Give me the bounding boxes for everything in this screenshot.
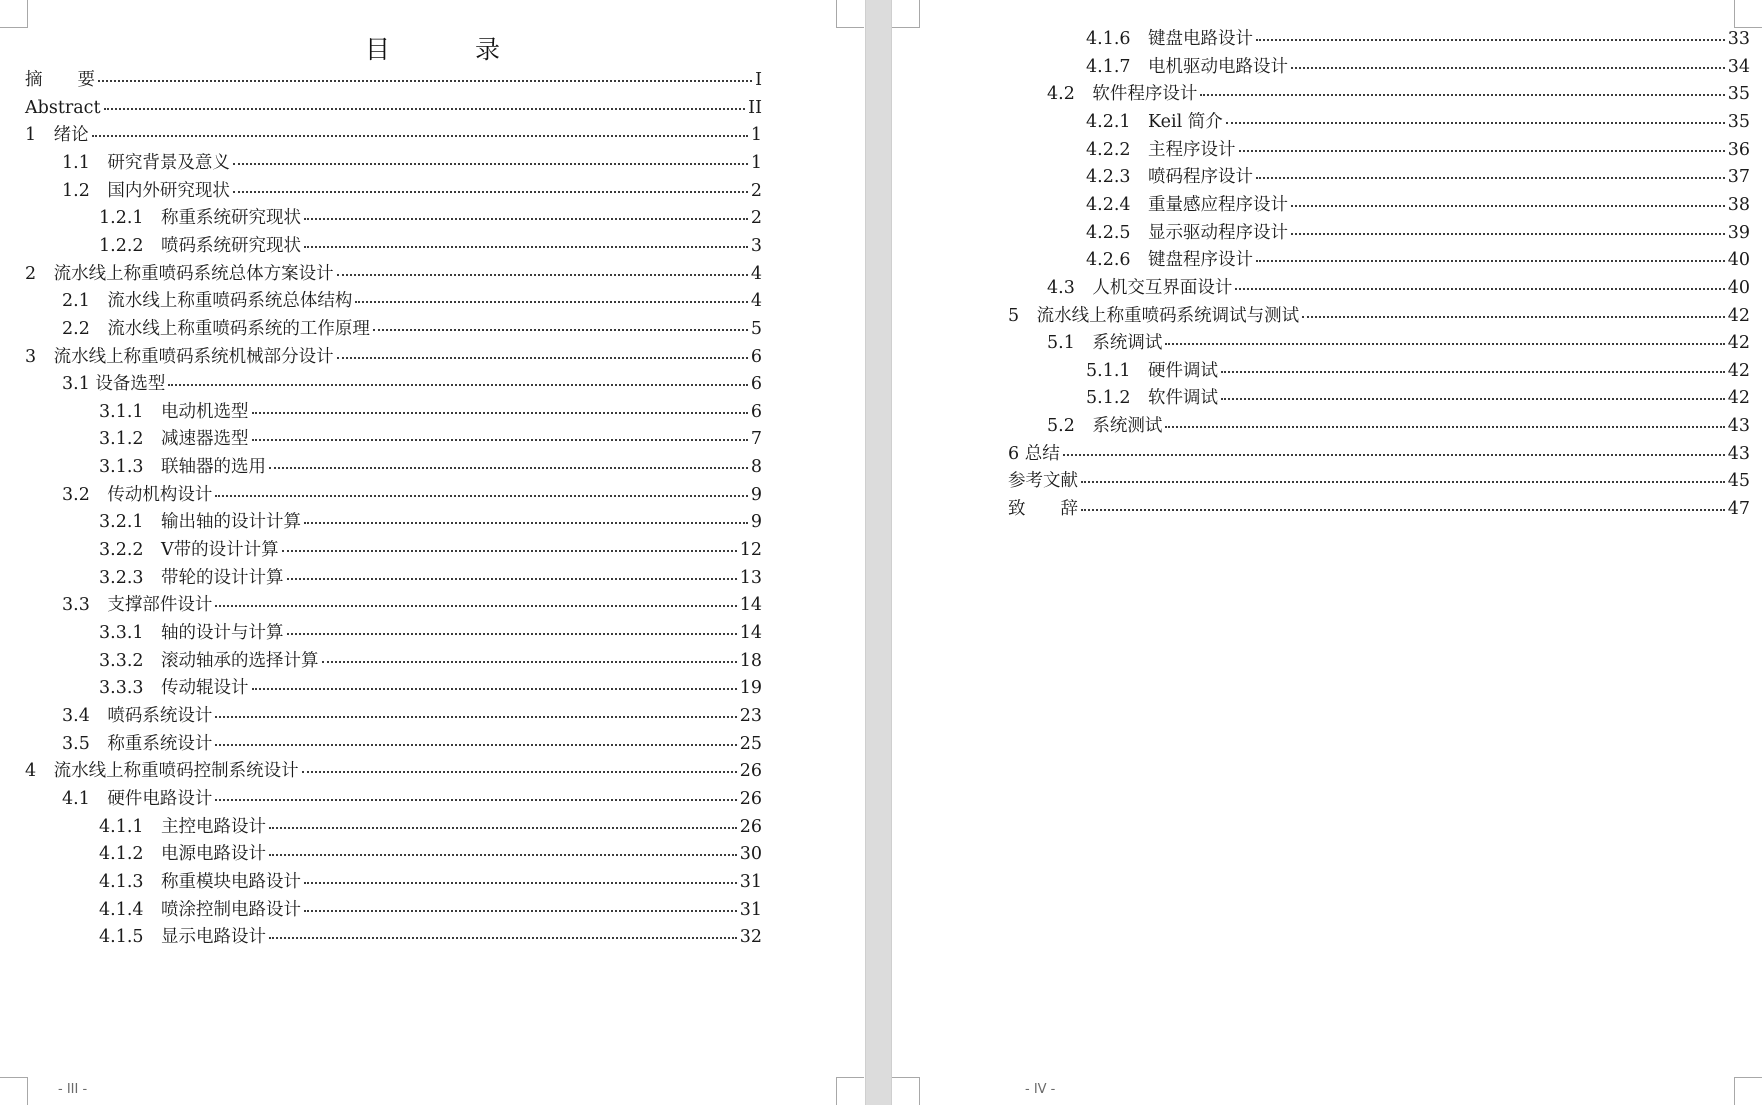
- corner-mark: [0, 1077, 28, 1105]
- toc-entry-page-number: 7: [750, 429, 762, 450]
- toc-entry[interactable]: [62, 290, 762, 312]
- toc-entry-page-number: 9: [750, 484, 762, 505]
- corner-mark: [836, 0, 864, 28]
- toc-entry-page-number: 42: [1727, 360, 1750, 381]
- toc-entry-label: 4.1.6 键盘电路设计: [1086, 29, 1254, 49]
- dot-leader: [168, 384, 747, 386]
- page-gap: [865, 0, 892, 1105]
- dot-leader: [322, 661, 737, 663]
- toc-entry-page-number: 42: [1727, 305, 1750, 326]
- toc-entry-page-number: 42: [1727, 388, 1750, 409]
- dot-leader: [98, 80, 752, 82]
- toc-entry-page-number: 12: [739, 540, 762, 561]
- toc-entry[interactable]: [62, 152, 762, 174]
- toc-entry-label: 5.2 系统测试: [1047, 416, 1163, 437]
- toc-entry-label: 4.2.6 键盘程序设计: [1086, 250, 1254, 271]
- toc-entry[interactable]: [1086, 360, 1750, 382]
- toc-entry[interactable]: [99, 816, 762, 838]
- toc-entry[interactable]: [99, 871, 762, 893]
- toc-entry[interactable]: [1086, 387, 1750, 409]
- toc-entry[interactable]: [99, 843, 762, 865]
- dot-leader: [304, 522, 748, 524]
- dot-leader: [252, 439, 748, 441]
- toc-entry-page-number: 31: [739, 871, 762, 892]
- dot-leader: [302, 771, 737, 773]
- dot-leader: [1291, 67, 1725, 69]
- toc-entry-page-number: 36: [1727, 139, 1750, 160]
- toc-entry-label: 3 流水线上称重喷码系统机械部分设计: [25, 346, 334, 367]
- toc-entry-label: 摘 要: [25, 70, 95, 90]
- dot-leader: [1256, 260, 1725, 262]
- toc-entry-page-number: 35: [1727, 84, 1750, 105]
- toc-entry-page-number: 2: [750, 208, 762, 229]
- corner-mark: [1734, 0, 1762, 28]
- toc-entry-page-number: 5: [750, 318, 762, 339]
- toc-entry-page-number: 6: [750, 346, 762, 367]
- toc-entry-label: 4.1.7 电机驱动电路设计: [1086, 56, 1289, 77]
- toc-entry-label: 1.1 研究背景及意义: [62, 152, 230, 173]
- toc-entry[interactable]: [1008, 470, 1750, 492]
- toc-entry-label: 4.2.3 喷码程序设计: [1086, 167, 1254, 188]
- dot-leader: [304, 218, 748, 220]
- toc-entry-page-number: 39: [1727, 222, 1750, 243]
- toc-entry-page-number: 14: [739, 623, 762, 643]
- toc-entry-label: 1.2.2 喷码系统研究现状: [99, 235, 302, 256]
- toc-entry-label: 2.1 流水线上称重喷码系统总体结构: [62, 291, 353, 312]
- toc-entry-label: 3.2.1 输出轴的设计计算: [99, 512, 302, 533]
- toc-entry[interactable]: [99, 899, 762, 921]
- toc-entry-label: 4.1.5 显示电路设计: [99, 927, 267, 948]
- dot-leader: [304, 246, 748, 248]
- toc-entry-label: 3.3.3 传动辊设计: [99, 678, 249, 699]
- toc-entry-label: 4.2.2 主程序设计: [1086, 139, 1236, 160]
- dot-leader: [287, 633, 737, 635]
- toc-entry[interactable]: [25, 124, 762, 146]
- dot-leader: [1291, 205, 1725, 207]
- toc-entry-page-number: 33: [1727, 29, 1750, 49]
- toc-title: 目 录: [364, 35, 530, 64]
- toc-entry[interactable]: [99, 539, 762, 561]
- dot-leader: [373, 329, 748, 331]
- toc-entry-page-number: 14: [739, 595, 762, 616]
- toc-entry[interactable]: [99, 567, 762, 589]
- toc-entry[interactable]: [62, 733, 762, 755]
- toc-entry[interactable]: [1086, 166, 1750, 188]
- dot-leader: [1235, 288, 1724, 290]
- corner-mark: [0, 0, 28, 28]
- toc-entry-page-number: 38: [1727, 194, 1750, 215]
- toc-entry-label: 4.1.1 主控电路设计: [99, 816, 267, 837]
- corner-mark: [892, 0, 920, 28]
- toc-entry-page-number: 2: [750, 180, 762, 201]
- toc-entry[interactable]: [99, 428, 762, 450]
- toc-entry[interactable]: [1086, 249, 1750, 271]
- toc-entry-label: 3.1 设备选型: [62, 374, 166, 395]
- toc-entry-label: 3.3 支撑部件设计: [62, 595, 213, 616]
- dot-leader: [1256, 177, 1725, 179]
- toc-entry-page-number: II: [748, 97, 762, 118]
- toc-entry[interactable]: [25, 263, 762, 285]
- toc-entry-label: Abstract: [25, 97, 101, 118]
- toc-entry-page-number: 31: [739, 899, 762, 920]
- toc-entry-page-number: 47: [1727, 499, 1750, 520]
- dot-leader: [104, 108, 746, 110]
- toc-entry[interactable]: [25, 346, 762, 368]
- dot-leader: [269, 937, 737, 939]
- toc-entry-label: 4.2.5 显示驱动程序设计: [1086, 222, 1289, 243]
- toc-entry[interactable]: [1086, 56, 1750, 78]
- toc-entry[interactable]: [62, 788, 762, 810]
- toc-entry-label: 4.1 硬件电路设计: [62, 788, 213, 809]
- toc-entry-page-number: 18: [739, 650, 762, 671]
- toc-entry[interactable]: [62, 705, 762, 727]
- toc-entry-page-number: I: [755, 70, 762, 90]
- toc-entry-page-number: 25: [739, 733, 762, 754]
- toc-entry[interactable]: [99, 622, 762, 644]
- dot-leader: [1221, 398, 1725, 400]
- toc-entry-label: 4.2.1 Keil 简介: [1086, 111, 1223, 132]
- toc-entry[interactable]: [62, 594, 762, 616]
- toc-entry[interactable]: [99, 926, 762, 948]
- toc-entry-page-number: 34: [1727, 56, 1750, 77]
- toc-entry-label: 4.2 软件程序设计: [1047, 84, 1198, 105]
- toc-entry[interactable]: [99, 456, 762, 478]
- toc-entry[interactable]: [1086, 139, 1750, 161]
- toc-entry[interactable]: [1047, 277, 1750, 299]
- page-footer-number: - IV -: [1025, 1082, 1056, 1097]
- toc-entry[interactable]: [25, 69, 762, 91]
- toc-entry-page-number: 19: [739, 678, 762, 699]
- dot-leader: [1226, 122, 1725, 124]
- toc-entry-page-number: 30: [739, 844, 762, 865]
- toc-entry-page-number: 26: [739, 761, 762, 782]
- toc-entry-label: 1 绪论: [25, 125, 89, 146]
- toc-entry-page-number: 9: [750, 512, 762, 533]
- page-iv: [892, 0, 1762, 1105]
- dot-leader: [215, 716, 736, 718]
- corner-mark: [892, 1077, 920, 1105]
- dot-leader: [282, 550, 737, 552]
- toc-entry-page-number: 4: [750, 263, 762, 284]
- toc-entry[interactable]: [1047, 415, 1750, 437]
- toc-entry-label: 3.2.3 带轮的设计计算: [99, 567, 284, 588]
- toc-entry[interactable]: [1086, 111, 1750, 133]
- toc-entry[interactable]: [25, 760, 762, 782]
- toc-entry-page-number: 26: [739, 788, 762, 809]
- corner-mark: [836, 1077, 864, 1105]
- toc-entry-page-number: 8: [750, 457, 762, 478]
- toc-entry-label: 4.1.4 喷涂控制电路设计: [99, 899, 302, 920]
- toc-entry-page-number: 6: [750, 401, 762, 422]
- toc-entry[interactable]: [62, 318, 762, 340]
- toc-entry-page-number: 1: [750, 152, 762, 173]
- dot-leader: [1165, 343, 1724, 345]
- dot-leader: [233, 163, 748, 165]
- toc-entry[interactable]: [1086, 28, 1750, 50]
- toc-entry-label: 5.1.2 软件调试: [1086, 388, 1219, 409]
- dot-leader: [1063, 454, 1725, 456]
- page-footer-number: - III -: [58, 1082, 88, 1097]
- toc-entry-page-number: 6: [750, 374, 762, 395]
- toc-entry[interactable]: [99, 401, 762, 423]
- dot-leader: [1221, 371, 1725, 373]
- dot-leader: [337, 274, 748, 276]
- toc-entry-label: 3.3.1 轴的设计与计算: [99, 623, 284, 643]
- toc-entry-label: 4.1.2 电源电路设计: [99, 844, 267, 865]
- toc-entry-label: 3.3.2 滚动轴承的选择计算: [99, 650, 319, 671]
- dot-leader: [233, 191, 748, 193]
- toc-entry[interactable]: [62, 180, 762, 202]
- dot-leader: [1081, 481, 1725, 483]
- dot-leader: [1081, 509, 1725, 511]
- toc-entry-label: 3.4 喷码系统设计: [62, 705, 213, 726]
- toc-entry-label: 4.1.3 称重模块电路设计: [99, 871, 302, 892]
- toc-entry[interactable]: [1047, 83, 1750, 105]
- toc-entry-label: 4 流水线上称重喷码控制系统设计: [25, 761, 299, 782]
- toc-entry[interactable]: [99, 235, 762, 257]
- toc-entry-page-number: 40: [1727, 250, 1750, 271]
- toc-entry-page-number: 3: [750, 235, 762, 256]
- dot-leader: [252, 412, 748, 414]
- toc-entry-page-number: 43: [1727, 443, 1750, 464]
- toc-entry-label: 1.2 国内外研究现状: [62, 180, 230, 201]
- toc-entry[interactable]: [1047, 332, 1750, 354]
- toc-entry-page-number: 4: [750, 291, 762, 312]
- dot-leader: [1291, 233, 1725, 235]
- toc-entry[interactable]: [25, 97, 762, 119]
- toc-entry[interactable]: [62, 484, 762, 506]
- toc-entry[interactable]: [1008, 305, 1750, 327]
- dot-leader: [215, 495, 748, 497]
- toc-entry-label: 2 流水线上称重喷码系统总体方案设计: [25, 263, 334, 284]
- dot-leader: [215, 799, 736, 801]
- dot-leader: [215, 744, 736, 746]
- toc-entry-label: 3.1.2 减速器选型: [99, 429, 249, 450]
- toc-entry-page-number: 40: [1727, 277, 1750, 298]
- toc-entry-label: 3.2 传动机构设计: [62, 484, 213, 505]
- toc-entry[interactable]: [1008, 498, 1750, 520]
- dot-leader: [1302, 316, 1725, 318]
- toc-entry-label: 2.2 流水线上称重喷码系统的工作原理: [62, 318, 370, 339]
- dot-leader: [355, 301, 748, 303]
- toc-entry[interactable]: [99, 511, 762, 533]
- dot-leader: [252, 688, 737, 690]
- toc-entry-label: 4.2.4 重量感应程序设计: [1086, 194, 1289, 215]
- toc-entry-page-number: 1: [750, 125, 762, 146]
- toc-entry-page-number: 13: [739, 567, 762, 588]
- dot-leader: [304, 910, 737, 912]
- toc-entry-label: 3.1.1 电动机选型: [99, 401, 249, 422]
- toc-entry[interactable]: [1086, 222, 1750, 244]
- toc-entry-label: 致 辞: [1008, 499, 1078, 520]
- dot-leader: [1200, 94, 1724, 96]
- dot-leader: [215, 605, 736, 607]
- toc-entry-label: 5.1 系统调试: [1047, 333, 1163, 354]
- toc-entry-page-number: 37: [1727, 167, 1750, 188]
- toc-entry[interactable]: [99, 650, 762, 672]
- toc-entry-page-number: 32: [739, 927, 762, 948]
- dot-leader: [269, 827, 737, 829]
- toc-entry-label: 4.3 人机交互界面设计: [1047, 277, 1233, 298]
- toc-entry-label: 3.1.3 联轴器的选用: [99, 457, 267, 478]
- page-iii: [0, 0, 865, 1105]
- toc-entry-label: 5 流水线上称重喷码系统调试与测试: [1008, 305, 1300, 326]
- dot-leader: [337, 357, 748, 359]
- dot-leader: [1239, 150, 1725, 152]
- toc-entry-label: 参考文献: [1008, 471, 1078, 492]
- toc-entry-page-number: 43: [1727, 416, 1750, 437]
- toc-entry-label: 5.1.1 硬件调试: [1086, 360, 1219, 381]
- dot-leader: [92, 135, 748, 137]
- toc-entry[interactable]: [99, 207, 762, 229]
- dot-leader: [1165, 426, 1724, 428]
- toc-entry-label: 3.5 称重系统设计: [62, 733, 213, 754]
- toc-entry-page-number: 45: [1727, 471, 1750, 492]
- dot-leader: [304, 882, 737, 884]
- dot-leader: [269, 854, 737, 856]
- corner-mark: [1734, 1077, 1762, 1105]
- dot-leader: [287, 578, 737, 580]
- dot-leader: [1256, 39, 1725, 41]
- toc-entry-label: 6 总结: [1008, 443, 1060, 464]
- toc-entry[interactable]: [1008, 443, 1750, 465]
- toc-entry-page-number: 23: [739, 705, 762, 726]
- toc-entry-label: 1.2.1 称重系统研究现状: [99, 208, 302, 229]
- toc-entry-page-number: 35: [1727, 111, 1750, 132]
- toc-entry-page-number: 26: [739, 816, 762, 837]
- dot-leader: [269, 467, 748, 469]
- toc-entry[interactable]: [99, 677, 762, 699]
- toc-entry[interactable]: [1086, 194, 1750, 216]
- toc-entry[interactable]: [62, 373, 762, 395]
- toc-entry-label: 3.2.2 V带的设计计算: [99, 540, 279, 561]
- toc-entry-page-number: 42: [1727, 333, 1750, 354]
